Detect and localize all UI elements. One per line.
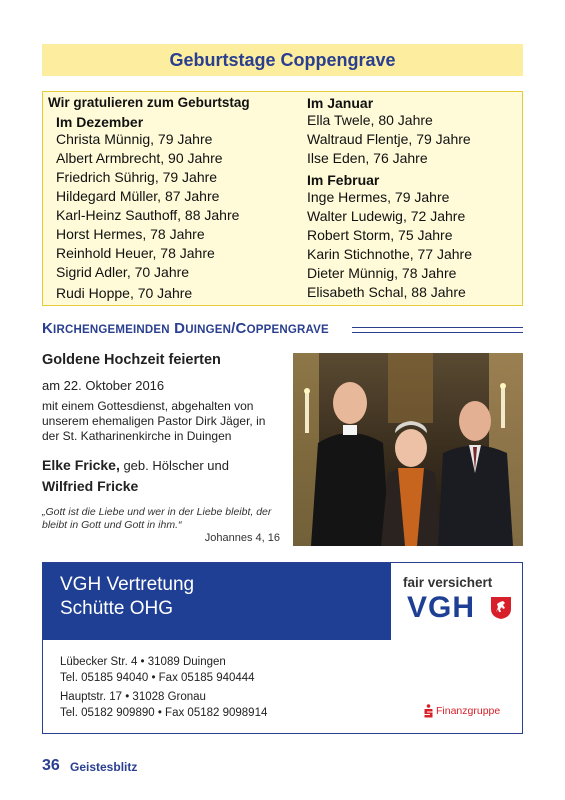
couple-name-2: Wilfried Fricke bbox=[42, 478, 139, 494]
heading-k: K bbox=[42, 320, 54, 337]
list-item: Albert Armbrecht, 90 Jahre bbox=[56, 150, 223, 166]
birthday-header-text: Geburtstage Coppengrave bbox=[169, 49, 396, 70]
list-item: Karl-Heinz Sauthoff, 88 Jahre bbox=[56, 207, 240, 223]
couple-name-1-rest: geb. Hölscher und bbox=[119, 458, 229, 473]
birthday-right-column bbox=[307, 95, 472, 302]
month-december: Im Dezember bbox=[56, 114, 144, 130]
sparkasse-icon bbox=[424, 704, 433, 718]
article-description: mit einem Gottesdienst, abgehalten von unserem ehemaligen Pastor Dirk Jäger, in der St. Katharinenkirche in Duingen bbox=[42, 399, 266, 443]
heading-slash: / bbox=[231, 320, 236, 337]
couple-name-1 bbox=[42, 457, 229, 473]
page-number: 36 bbox=[42, 757, 60, 774]
ad-title-line-2: Schütte OHG bbox=[60, 598, 173, 619]
phone-line-1: Tel. 05185 94040 • Fax 05185 940444 bbox=[60, 672, 255, 684]
article-title: Goldene Hochzeit feierten bbox=[42, 352, 221, 368]
ad-title-line-1: VGH Vertretung bbox=[60, 574, 195, 595]
birthday-left-column bbox=[48, 95, 250, 303]
list-item: Sigrid Adler, 70 Jahre bbox=[56, 264, 190, 280]
list-item: Inge Hermes, 79 Jahre bbox=[307, 189, 450, 205]
list-item: Walter Ludewig, 72 Jahre bbox=[307, 208, 466, 224]
vgh-logo-text: VGH bbox=[407, 591, 476, 624]
list-item: Reinhold Heuer, 78 Jahre bbox=[56, 245, 215, 261]
heading-c-rest: OPPENGRAVE bbox=[246, 324, 329, 336]
list-item: Rudi Hoppe, 70 Jahre bbox=[56, 285, 193, 301]
list-item: Horst Hermes, 78 Jahre bbox=[56, 226, 205, 242]
heading-d-rest: UINGEN bbox=[185, 324, 232, 336]
list-item: Elisabeth Schal, 88 Jahre bbox=[307, 284, 466, 300]
heading-k-rest: IRCHENGEMEINDEN bbox=[53, 324, 170, 336]
bible-reference: Johannes 4, 16 bbox=[204, 532, 280, 544]
heading-c: C bbox=[235, 320, 247, 337]
section-heading bbox=[42, 320, 329, 337]
article-date: am 22. Oktober 2016 bbox=[42, 378, 165, 393]
list-item: Friedrich Sührig, 79 Jahre bbox=[56, 169, 218, 185]
birthday-header bbox=[42, 44, 523, 76]
address-line-1: Lübecker Str. 4 • 31089 Duingen bbox=[60, 656, 226, 668]
heading-d: D bbox=[174, 320, 186, 337]
list-item: Dieter Münnig, 78 Jahre bbox=[307, 265, 457, 281]
photo-illustration bbox=[293, 353, 523, 546]
list-item: Ilse Eden, 76 Jahre bbox=[307, 150, 428, 166]
birthday-intro: Wir gratulieren zum Geburtstag bbox=[48, 95, 250, 110]
birthday-box bbox=[42, 91, 523, 306]
ad-tagline: fair versichert bbox=[403, 575, 493, 590]
heading-double-rule bbox=[352, 327, 523, 333]
horse-shield-icon bbox=[490, 596, 512, 620]
publication-name: Geistesblitz bbox=[70, 760, 138, 774]
list-item: Robert Storm, 75 Jahre bbox=[307, 227, 453, 243]
list-item: Christa Münnig, 79 Jahre bbox=[56, 131, 213, 147]
list-item: Hildegard Müller, 87 Jahre bbox=[56, 188, 220, 204]
list-item: Karin Stichnothe, 77 Jahre bbox=[307, 246, 472, 262]
bible-quote: „Gott ist die Liebe und wer in der Liebe bleibt, der bleibt in Gott und Gott in ihm.“ bbox=[42, 506, 272, 531]
finanzgruppe-label: Finanzgruppe bbox=[436, 705, 501, 717]
list-item: Ella Twele, 80 Jahre bbox=[307, 112, 433, 128]
phone-line-2: Tel. 05182 909890 • Fax 05182 9098914 bbox=[60, 707, 268, 719]
list-item: Waltraud Flentje, 79 Jahre bbox=[307, 131, 471, 147]
couple-photo bbox=[293, 353, 523, 546]
address-line-2: Hauptstr. 17 • 31028 Gronau bbox=[60, 691, 206, 703]
month-february: Im Februar bbox=[307, 172, 380, 188]
finanzgruppe-badge bbox=[424, 704, 500, 718]
couple-name-1-bold: Elke Fricke, bbox=[42, 457, 120, 473]
month-january: Im Januar bbox=[307, 95, 374, 111]
